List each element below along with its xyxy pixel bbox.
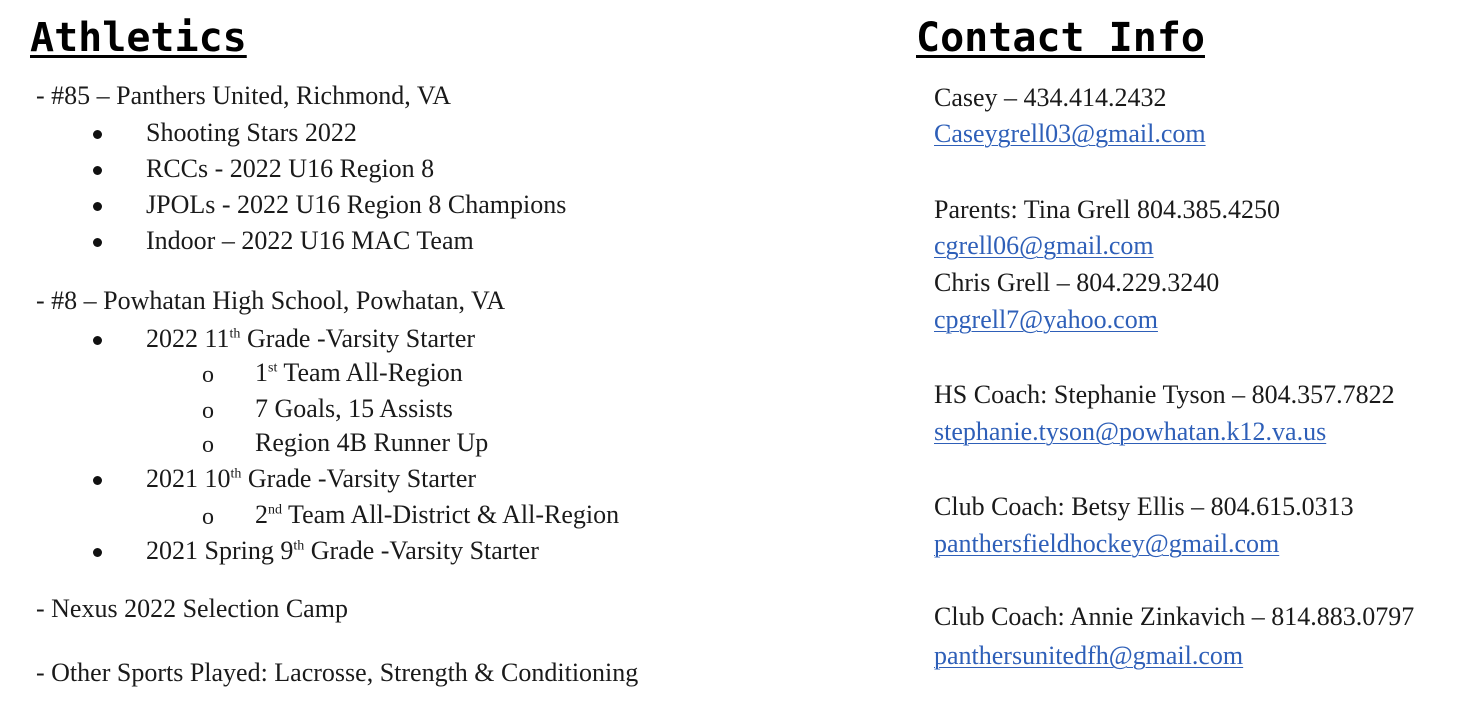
nexus-line: - Nexus 2022 Selection Camp <box>36 594 348 623</box>
circle-bullet-icon: o <box>202 432 214 458</box>
chris-line: Chris Grell – 804.229.3240 <box>934 268 1220 297</box>
club-coach2-email-link[interactable] <box>934 641 1243 671</box>
list-item: Shooting Stars 2022 <box>146 118 357 147</box>
circle-bullet-icon: o <box>202 504 214 530</box>
other-sports-line: - Other Sports Played: Lacrosse, Strength & Conditioning <box>36 658 639 687</box>
list-item: 1st Team All-Region <box>255 358 463 387</box>
casey-email-link[interactable] <box>934 119 1206 149</box>
athletics-heading: Athletics <box>30 15 247 61</box>
team2-heading: - #8 – Powhatan High School, Powhatan, VA <box>36 286 506 315</box>
team1-heading: - #85 – Panthers United, Richmond, VA <box>36 81 452 110</box>
list-item: 2021 Spring 9th Grade -Varsity Starter <box>146 536 539 565</box>
club-coach1-email-link[interactable] <box>934 529 1279 559</box>
hs-coach-email-link[interactable] <box>934 417 1326 447</box>
bullet-icon <box>93 336 102 345</box>
bullet-icon <box>93 476 102 485</box>
casey-line: Casey – 434.414.2432 <box>934 83 1167 112</box>
parents-line: Parents: Tina Grell 804.385.4250 <box>934 195 1280 224</box>
hs-coach-line: HS Coach: Stephanie Tyson – 804.357.7822 <box>934 380 1395 409</box>
list-item: 2022 11th Grade -Varsity Starter <box>146 324 476 353</box>
list-item: Indoor – 2022 U16 MAC Team <box>146 226 474 255</box>
list-item: JPOLs - 2022 U16 Region 8 Champions <box>146 190 567 219</box>
tina-email-link[interactable] <box>934 231 1154 261</box>
club-coach2-line: Club Coach: Annie Zinkavich – 814.883.0797 <box>934 602 1415 631</box>
casey-email[interactable]: Caseygrell03@gmail.com <box>934 119 1206 148</box>
bullet-icon <box>93 166 102 175</box>
contact-heading: Contact Info <box>916 15 1205 61</box>
circle-bullet-icon: o <box>202 398 214 424</box>
tina-email[interactable]: cgrell06@gmail.com <box>934 231 1154 260</box>
list-item: 2nd Team All-District & All-Region <box>255 500 620 529</box>
bullet-icon <box>93 238 102 247</box>
hs-coach-email[interactable]: stephanie.tyson@powhatan.k12.va.us <box>934 417 1327 446</box>
bullet-icon <box>93 130 102 139</box>
list-item: RCCs - 2022 U16 Region 8 <box>146 154 435 183</box>
chris-email[interactable]: cpgrell7@yahoo.com <box>934 305 1158 334</box>
club-coach1-line: Club Coach: Betsy Ellis – 804.615.0313 <box>934 492 1354 521</box>
bullet-icon <box>93 202 102 211</box>
circle-bullet-icon: o <box>202 362 214 388</box>
list-item: 7 Goals, 15 Assists <box>255 394 453 423</box>
club-coach1-email[interactable]: panthersfieldhockey@gmail.com <box>934 529 1280 558</box>
list-item: 2021 10th Grade -Varsity Starter <box>146 464 477 493</box>
club-coach2-email[interactable]: panthersunitedfh@gmail.com <box>934 641 1244 670</box>
list-item: Region 4B Runner Up <box>255 428 489 457</box>
bullet-icon <box>93 548 102 557</box>
chris-email-link[interactable] <box>934 305 1158 335</box>
